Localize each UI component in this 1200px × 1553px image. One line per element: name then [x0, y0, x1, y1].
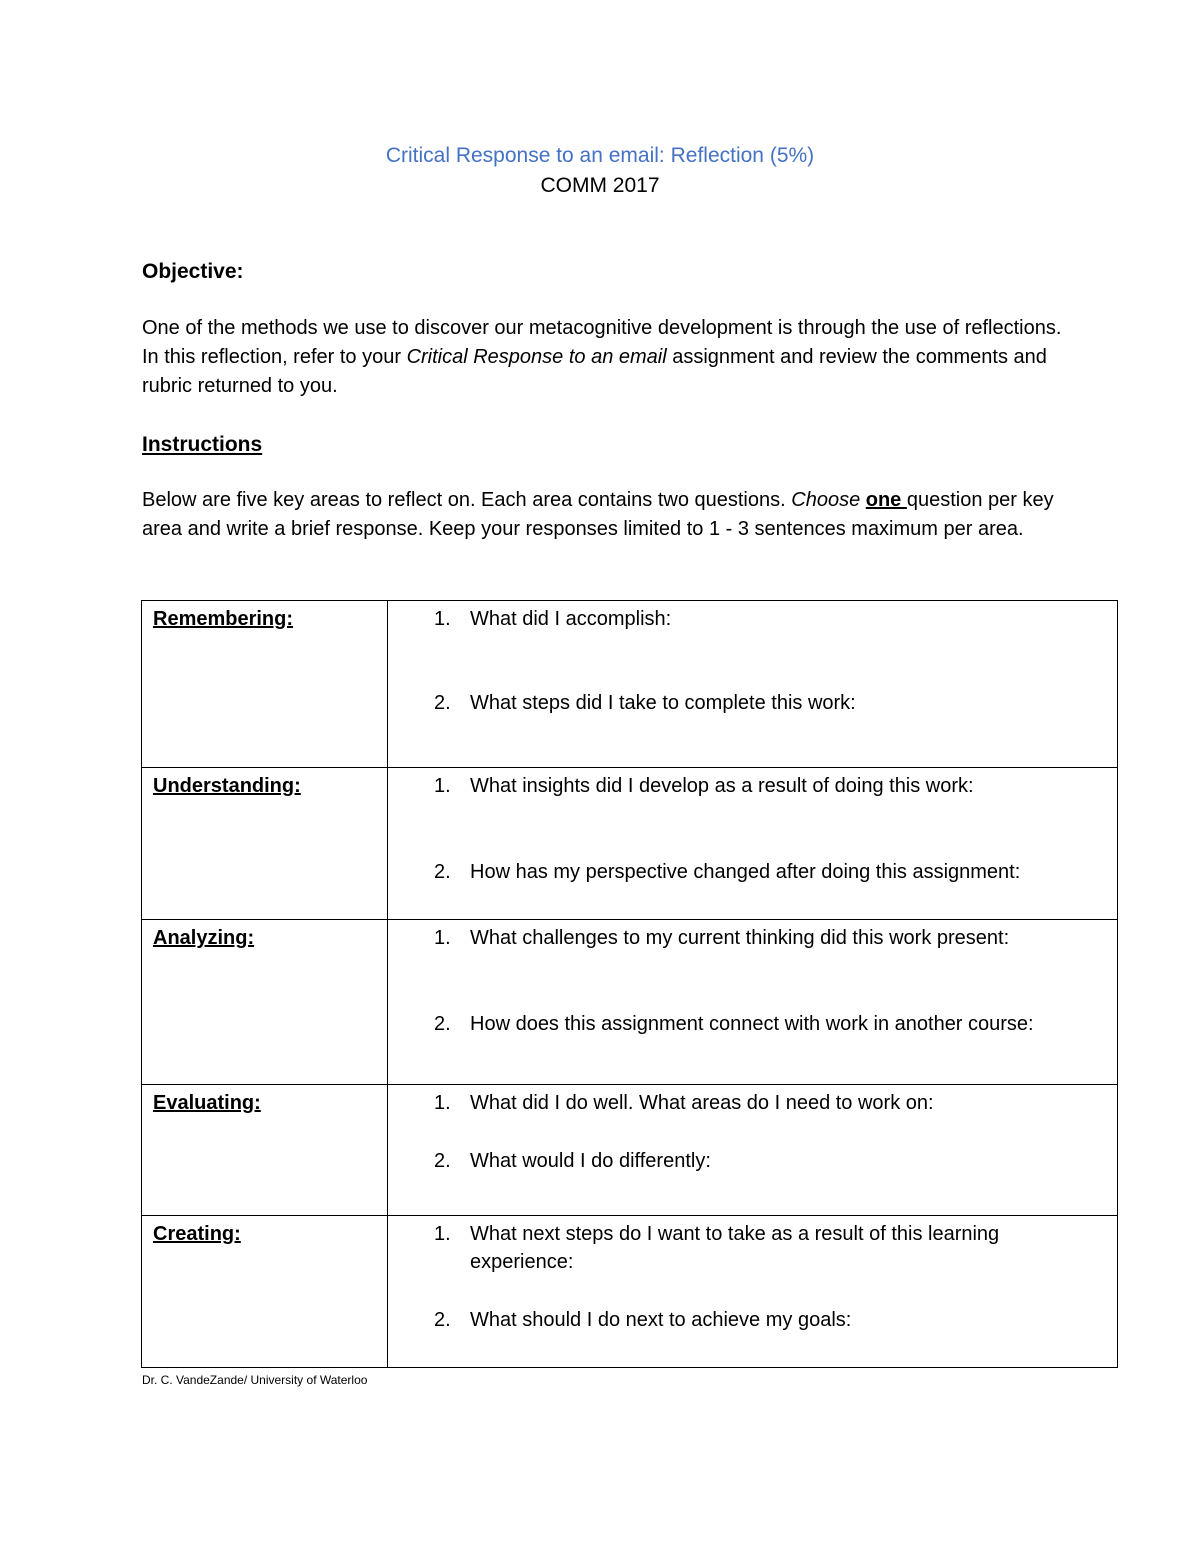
questions-cell [388, 768, 1118, 920]
question-item [388, 689, 1117, 717]
objective-text-part-1: One of the methods we use to discover our metacognitive development is through the use of reflections. In this reflection, refer to your [142, 317, 1062, 368]
area-cell [142, 768, 388, 920]
table-row [142, 601, 1118, 768]
area-label-creating: Creating: [153, 1223, 241, 1245]
instructions-heading: Instructions [142, 433, 263, 456]
question-text: What did I do well. What areas do I need to work on: [470, 1092, 934, 1114]
question-number: 1. [434, 608, 451, 630]
question-number: 2. [434, 1309, 451, 1331]
question-list [388, 1220, 1117, 1334]
question-item [388, 858, 1117, 886]
question-text: What steps did I take to complete this work: [470, 692, 856, 714]
objective-text-part-2: assignment and review the comments and rubric returned to you. [142, 346, 1047, 397]
table-row [142, 768, 1118, 920]
reflection-table [141, 600, 1118, 1368]
question-list [388, 924, 1117, 1038]
course-code: COMM 2017 [540, 174, 660, 197]
area-cell [142, 1085, 388, 1216]
page-footer: Dr. C. VandeZande/ University of Waterloo [142, 1373, 368, 1387]
question-number: 1. [434, 775, 451, 797]
question-number: 2. [434, 1013, 451, 1035]
question-number: 2. [434, 861, 451, 883]
questions-cell [388, 1216, 1118, 1368]
area-cell [142, 920, 388, 1085]
area-cell [142, 601, 388, 768]
question-text: What would I do differently: [470, 1150, 711, 1172]
instructions-text-part-1: Below are five key areas to reflect on. Each area contains two questions. [142, 489, 792, 511]
question-item [388, 1147, 1117, 1175]
question-number: 2. [434, 692, 451, 714]
question-number: 1. [434, 927, 451, 949]
instructions-paragraph [142, 486, 1062, 544]
instructions-one-word: one [865, 489, 907, 511]
table-row [142, 1085, 1118, 1216]
questions-cell [388, 1085, 1118, 1216]
question-text: What challenges to my current thinking did this work present: [470, 927, 1010, 949]
questions-cell [388, 601, 1118, 768]
table-row [142, 920, 1118, 1085]
document-title: Critical Response to an email: Reflection (5%) [385, 144, 815, 167]
question-item [388, 1306, 1117, 1334]
area-label-understanding: Understanding: [153, 775, 301, 797]
area-label-evaluating: Evaluating: [153, 1092, 261, 1114]
question-list [388, 605, 1117, 717]
area-label-analyzing: Analyzing: [153, 927, 255, 949]
instructions-text-part-2: question per key area and write a brief response. Keep your responses limited to 1 - 3 sentences maximum per area. [142, 489, 1054, 540]
question-list [388, 1089, 1117, 1175]
question-list [388, 772, 1117, 886]
question-item [388, 1220, 1117, 1276]
area-label-remembering: Remembering: [153, 608, 294, 630]
question-number: 1. [434, 1092, 451, 1114]
question-number: 1. [434, 1223, 451, 1245]
question-number: 2. [434, 1150, 451, 1172]
question-item [388, 605, 1117, 633]
question-item [388, 1010, 1117, 1038]
question-item [388, 1089, 1117, 1117]
question-text: What insights did I develop as a result of doing this work: [470, 775, 974, 797]
questions-cell [388, 920, 1118, 1085]
area-cell [142, 1216, 388, 1368]
objective-heading: Objective: [142, 260, 244, 283]
question-text: How does this assignment connect with work in another course: [470, 1013, 1034, 1035]
table-row [142, 1216, 1118, 1368]
objective-assignment-name: Critical Response to an email [406, 346, 667, 368]
question-item [388, 772, 1117, 800]
question-text: What did I accomplish: [470, 608, 672, 630]
question-text: How has my perspective changed after doing this assignment: [470, 861, 1021, 883]
question-text: What next steps do I want to take as a result of this learning experience: [470, 1223, 1000, 1273]
question-item [388, 924, 1117, 952]
objective-paragraph [142, 314, 1062, 401]
instructions-choose-word: Choose [791, 489, 861, 511]
question-text: What should I do next to achieve my goals: [470, 1309, 852, 1331]
